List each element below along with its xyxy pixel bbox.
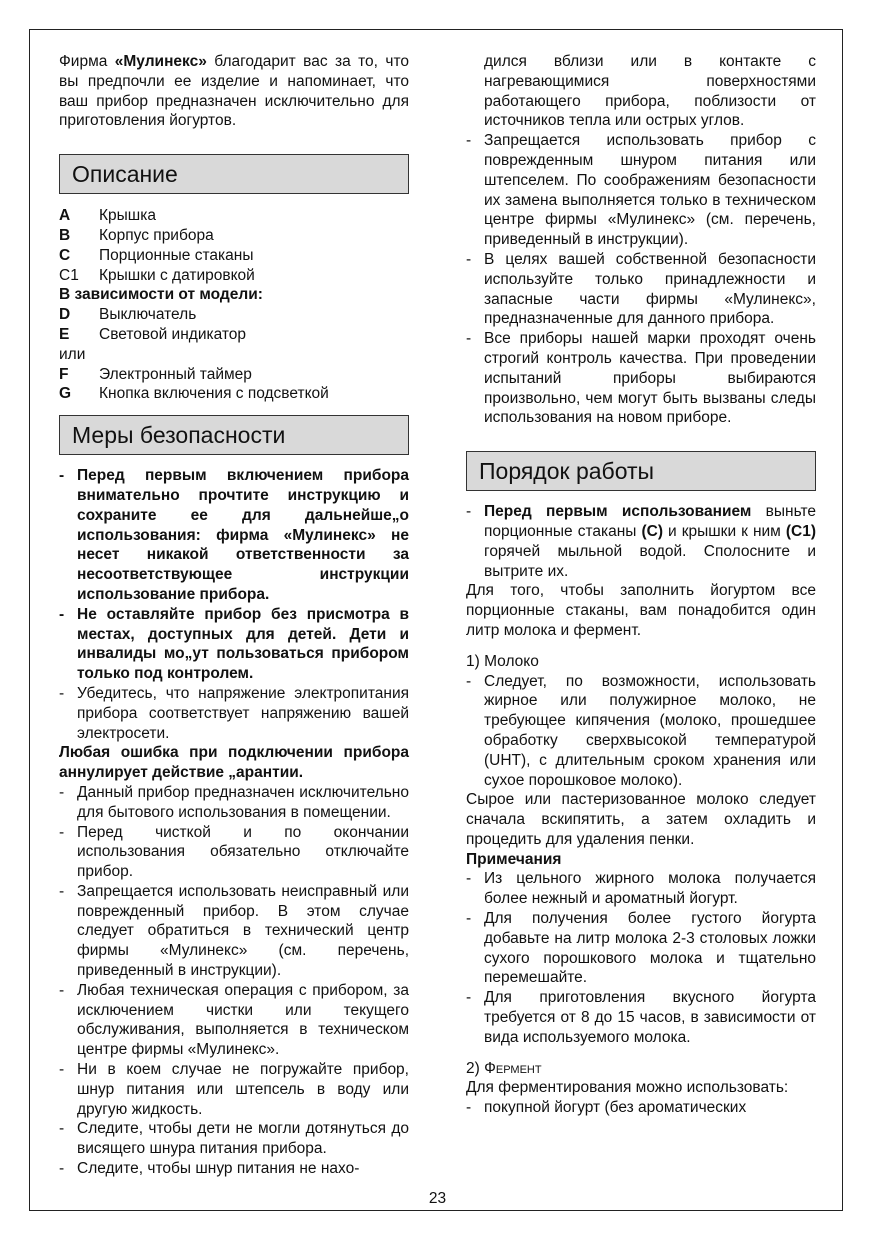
list-item: A Крышка bbox=[59, 207, 156, 225]
safety-bold-2: - Не оставляйте прибор без присмотра в местах, доступных для детей. Дети и инвалиды мо„ут пользоваться прибором только под контролем. bbox=[59, 605, 409, 684]
right-column bbox=[466, 52, 816, 1118]
raw-milk-paragraph: Сырое или пастеризованное молоко следует сначала вскипятить, а затем охладить и процедить для удаления пенки. bbox=[466, 791, 816, 848]
or-text: или bbox=[59, 345, 86, 363]
safety-item: - Запрещается использовать прибор с поврежденным шнуром питания или штепселем. По соображениям безопасности их замена выполняется только в техническом центре фирмы «Мулинекс» (см. перечень, приведенный в инструкции). bbox=[466, 131, 816, 250]
brand-name: «Мулинекс» bbox=[114, 53, 207, 70]
safety-item: - Все приборы нашей марки проходят очень строгий контроль качества. При проведении испытаний приборы выбираются произвольно, чем могут быть вызваны следы использования на новом приборе. bbox=[466, 329, 816, 428]
page-number: 23 bbox=[428, 1190, 447, 1207]
safety-item: - Перед чисткой и по окончании использования обязательно отключайте прибор. bbox=[59, 823, 409, 882]
note-item: - Для получения более густого йогурта добавьте на литр молока 2-3 столовых ложки сухого порошкового молока и тщательно перемешайте. bbox=[466, 909, 816, 988]
list-item: C1 Крышки с датировкой bbox=[59, 266, 255, 284]
list-item: F Электронный таймер bbox=[59, 365, 252, 383]
model-items-b bbox=[59, 365, 409, 405]
model-heading: В зависимости от модели: bbox=[59, 286, 263, 304]
safety-voltage: - Убедитесь, что напряжение электропитания прибора соответствует напряжению вашей электросети. bbox=[59, 684, 409, 743]
section-heading-description: Описание bbox=[59, 154, 409, 194]
note-item: - Из цельного жирного молока получается более нежный и ароматный йогурт. bbox=[466, 869, 816, 909]
first-use-item: - Перед первым использованием выньте порционные стаканы (C) и крышки к ним (C1) горячей мыльной водой. Сполосните и вытрите их. bbox=[466, 502, 816, 581]
milk-heading: 1) Молоко bbox=[466, 652, 539, 670]
note-item: - Для приготовления вкусного йогурта требуется от 8 до 15 часов, в зависимости от вида используемого молока. bbox=[466, 988, 816, 1047]
list-item: E Световой индикатор bbox=[59, 325, 247, 343]
components-list bbox=[59, 206, 409, 285]
section-heading-operation: Порядок работы bbox=[466, 451, 816, 491]
intro-paragraph: Фирма «Мулинекс» благодарит вас за то, что вы предпочли ее изделие и напоминает, что ваш прибор предназначен исключительно для приготовления йогуртов. bbox=[59, 53, 409, 130]
list-item: G Кнопка включения с подсветкой bbox=[59, 385, 329, 403]
section-heading-safety: Меры безопасности bbox=[59, 415, 409, 455]
safety-item: - Ни в коем случае не погружайте прибор, шнур питания или штепсель в воду или другую жидкость. bbox=[59, 1060, 409, 1119]
ferment-heading: 2) Фермент bbox=[466, 1059, 542, 1077]
list-item: D Выключатель bbox=[59, 306, 197, 324]
continued-text: дился вблизи или в контакте с нагревающимися поверхностями работающего прибора, поблизости от источников тепла или острых углов. bbox=[484, 53, 816, 130]
safety-bold-1: - Перед первым включением прибора внимательно прочтите инструкцию и сохраните ее для дальнейше„о использования: фирма «Мулинекс» не несет никакой ответственности за несоответствующее инструкции использование прибора. bbox=[59, 466, 409, 605]
fill-paragraph: Для того, чтобы заполнить йогуртом все порционные стаканы, вам понадобится один литр молока и фермент. bbox=[466, 582, 816, 639]
milk-item: - Следует, по возможности, использовать жирное или полужирное молоко, не требующее кипячения (молоко, прошедшее обработку сверхвысокой температурой (UHT), с длительным сроком хранения или сухое порошковое молоко). bbox=[466, 672, 816, 791]
ferment-paragraph: Для ферментирования можно использовать: bbox=[466, 1079, 789, 1097]
safety-item: - Следите, чтобы шнур питания не нахо- bbox=[59, 1159, 409, 1179]
notes-heading: Примечания bbox=[466, 850, 562, 868]
warranty-note: Любая ошибка при подключении прибора аннулирует действие „арантии. bbox=[59, 744, 409, 782]
list-item: C Порционные стаканы bbox=[59, 246, 254, 264]
safety-item: - Запрещается использовать неисправный или поврежденный прибор. В этом случае следует обратиться в технический центр фирмы «Мулинекс» (см. перечень, приведенный в инструкции). bbox=[59, 882, 409, 981]
safety-item: - Данный прибор предназначен исключительно для бытового использования в помещении. bbox=[59, 783, 409, 823]
ferment-item: - покупной йогурт (без ароматических bbox=[466, 1098, 816, 1118]
safety-item: - Любая техническая операция с прибором, за исключением чистки или текущего обслуживания, выполняется в техническом центре фирмы «Мулинекс». bbox=[59, 981, 409, 1060]
safety-item: - Следите, чтобы дети не могли дотянуться до висящего шнура питания прибора. bbox=[59, 1119, 409, 1159]
model-items-a bbox=[59, 305, 409, 345]
safety-item: - В целях вашей собственной безопасности используйте только принадлежности и запасные части фирмы «Мулинекс», предназначенные для данного прибора. bbox=[466, 250, 816, 329]
left-column bbox=[59, 52, 409, 1179]
list-item: B Корпус прибора bbox=[59, 226, 214, 244]
